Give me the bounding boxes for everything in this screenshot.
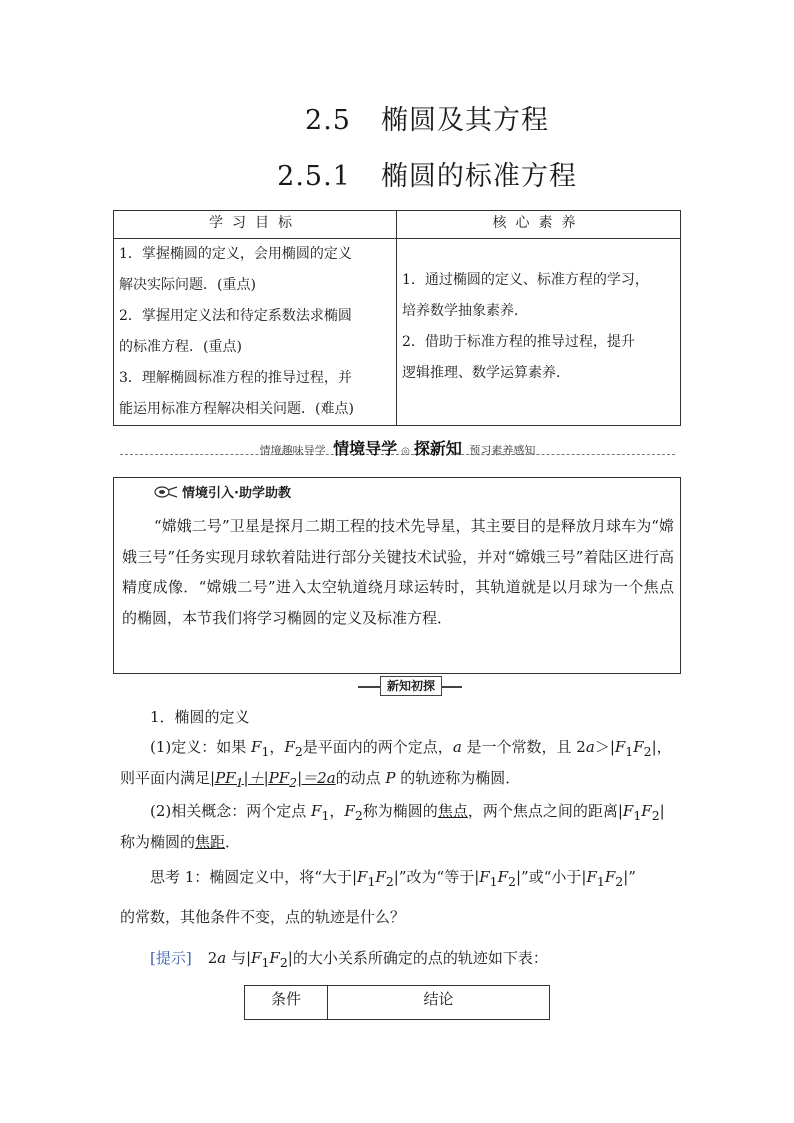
definition-line-1: (1)定义：如果 $F_1$，$F_2$是平面内的两个定点，a 是一个常数，且 $2a>|F_1F_2|$， [150,738,672,759]
definition-line-2: 则平面内满足$|PF_1|+|PF_2|=2a$的动点 P 的轨迹称为椭圆． [120,769,521,790]
condition-table [244,985,550,1020]
goals-header: 学习目标 [114,211,397,239]
goal-line: 1．掌握椭圆的定义，会用椭圆的定义 [119,246,352,262]
definition-heading: 1．椭圆的定义 [150,708,250,726]
condition-header: 条件 [245,986,328,1020]
goals-cell [114,239,397,426]
concept-line-1: (2)相关概念：两个定点 $F_1$，$F_2$称为椭圆的焦点，两个焦点之间的距离$|F_1F_2|$ [150,802,665,823]
hint-line: [提示] 2a 与$|F_1F_2|$的大小关系所确定的点的轨迹如下表： [150,949,548,970]
intro-box [113,477,681,674]
competency-line: 逻辑推理、数学运算素养． [402,365,570,381]
banner-left-caption: 情境趣味导学 [259,444,326,457]
competency-line: 培养数学抽象素养． [402,303,528,319]
focal-distance-term: 焦距 [195,833,226,851]
conclusion-header: 结论 [328,986,550,1020]
banner-right-caption: 预习素养感知 [469,444,536,457]
goal-line: 的标准方程．(重点) [119,339,242,355]
goal-line: 能运用标准方程解决相关问题．(难点) [119,401,354,417]
competency-header: 核心素养 [397,211,681,239]
focus-term: 焦点 [437,802,468,820]
banner-main-b: 探新知 [413,439,462,458]
competency-line: 1．通过椭圆的定义、标准方程的学习， [402,272,649,288]
intro-paragraph: “嫦娥二号”卫星是探月二期工程的技术先导星，其主要目的是释放月球车为“嫦娥三号”任务实现月球软着陆进行部分关键技术试验，并对“嫦娥三号”着陆区进行高精度成像．“嫦娥二号”进入太空轨道绕月球运转时，其轨道就是以月球为一个焦点的椭圆，本节我们将学习椭圆的定义及标准方程． [122,517,674,627]
goal-line: 2．掌握用定义法和待定系数法求椭圆 [119,308,352,324]
think-question-line-2: 的常数，其他条件不变，点的轨迹是什么？ [120,908,406,926]
label-rule-right [442,686,462,688]
label-rule-left [358,686,380,688]
goal-line: 3．理解椭圆标准方程的推导过程，并 [119,370,352,386]
new-knowledge-label: 新知初探 [358,678,462,694]
subsection-title: 2.5.1 椭圆的标准方程 [277,161,577,192]
banner-separator-icon: ◎ [401,446,410,457]
section-title: 2.5 椭圆及其方程 [305,105,549,136]
goal-line: 解决实际问题．(重点) [119,277,256,293]
intro-header: 情境引入·助学助教 [154,482,291,501]
think-question-line-1: 思考 1：椭圆定义中，将“大于$|F_1F_2|$”改为“等于$|F_1F_2|$”或“小于$|F_1F_2|$” [150,868,636,889]
hint-label: [提示] [150,949,192,967]
section-banner [120,436,675,456]
learning-goals-table [113,210,681,426]
competency-cell [397,239,681,426]
competency-line: 2．借助于标准方程的推导过程，提升 [402,334,635,350]
telescope-icon [154,485,178,499]
banner-main-a: 情境导学 [333,439,398,458]
definition-equation: $|PF_1|+|PF_2|=2a$ [210,769,336,790]
concept-line-2: 称为椭圆的焦距． [120,833,241,851]
